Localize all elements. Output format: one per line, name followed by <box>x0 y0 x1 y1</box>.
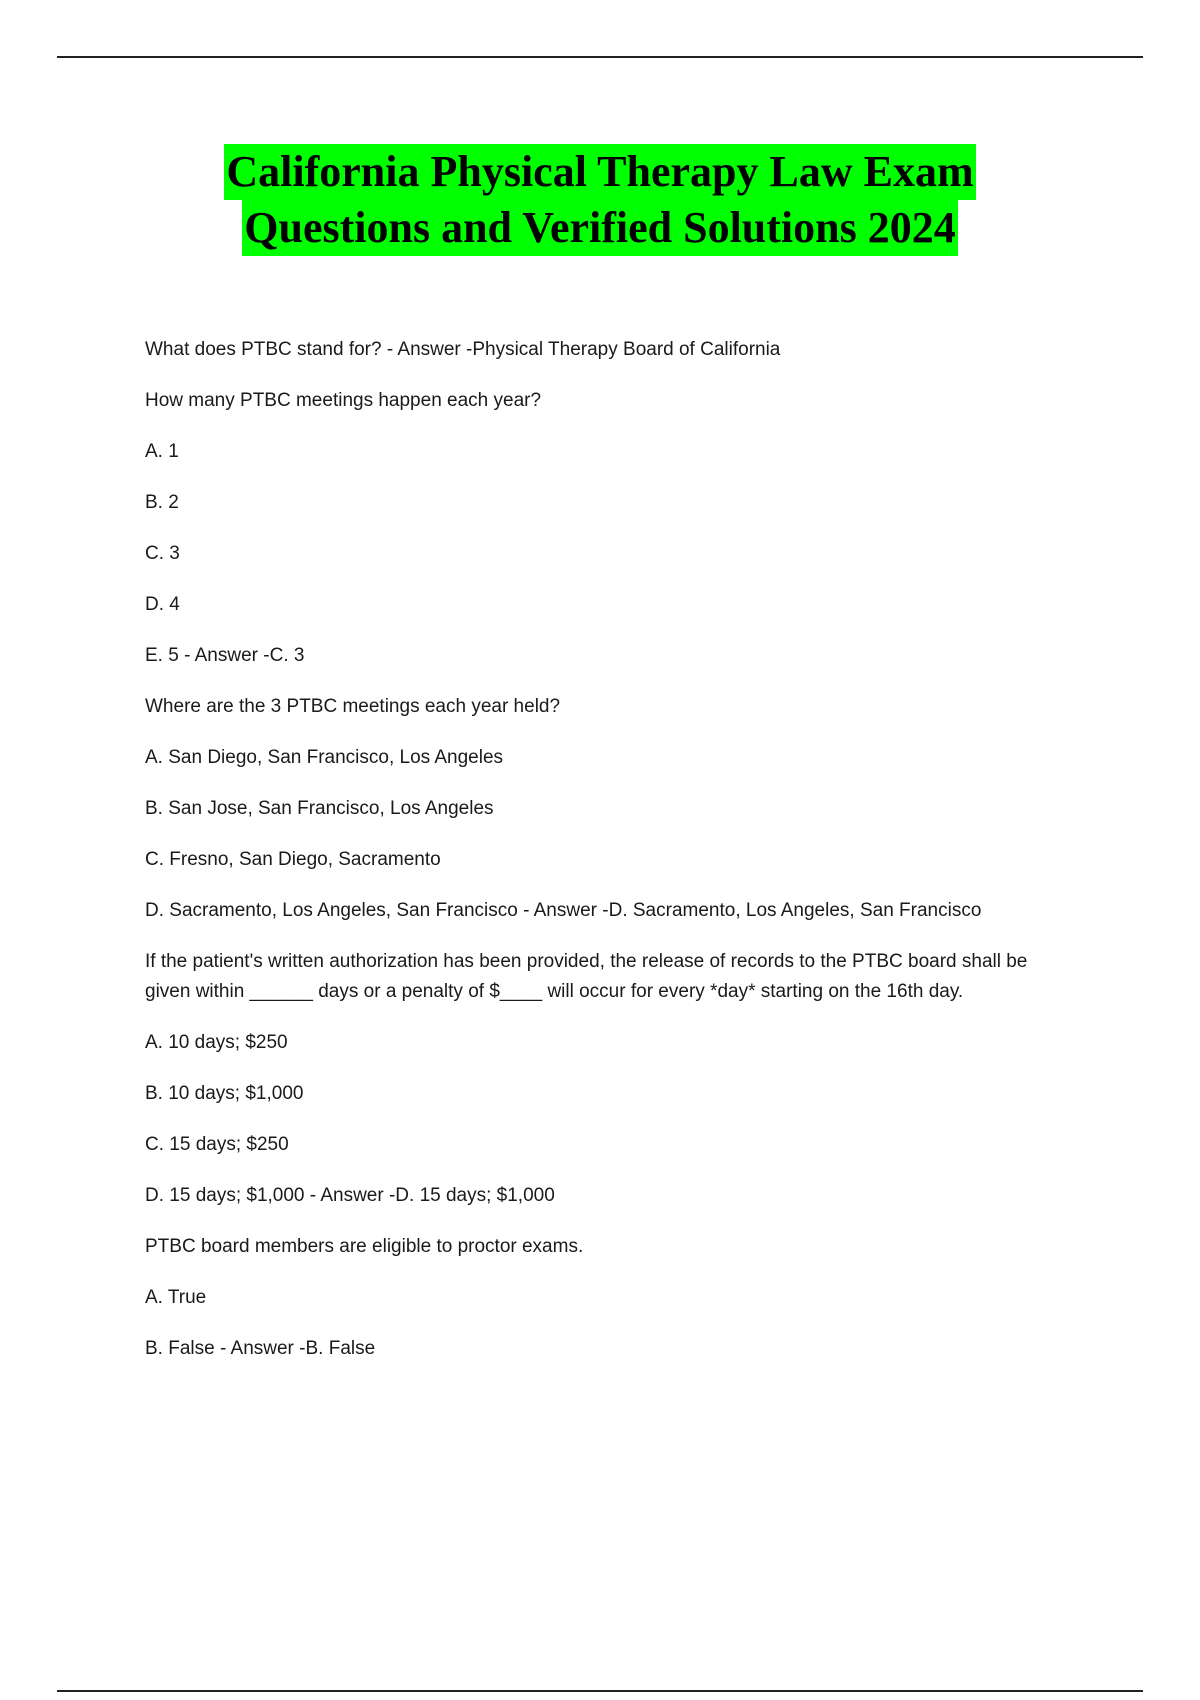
answer-option: A. San Diego, San Francisco, Los Angeles <box>145 747 504 768</box>
qa-paragraph: What does PTBC stand for? - Answer -Physical Therapy Board of California <box>145 339 781 360</box>
answer-option: C. 15 days; $250 <box>145 1134 289 1155</box>
answer-option: C. 3 <box>145 543 180 564</box>
answer-option: A. 10 days; $250 <box>145 1032 288 1053</box>
answer-option: B. 2 <box>145 492 179 513</box>
answer-option: B. San Jose, San Francisco, Los Angeles <box>145 798 494 819</box>
answer-option: E. 5 - Answer -C. 3 <box>145 645 305 666</box>
question-text: How many PTBC meetings happen each year? <box>145 390 542 411</box>
question-text: PTBC board members are eligible to proctor exams. <box>145 1236 584 1257</box>
question-text: Where are the 3 PTBC meetings each year held? <box>145 696 561 717</box>
answer-option: A. 1 <box>145 441 179 462</box>
answer-option: D. 4 <box>145 594 180 615</box>
answer-option: A. True <box>145 1287 207 1308</box>
bottom-divider <box>57 1690 1143 1692</box>
answer-option: D. Sacramento, Los Angeles, San Francisco - Answer -D. Sacramento, Los Angeles, San Francisco <box>145 900 982 921</box>
answer-option: C. Fresno, San Diego, Sacramento <box>145 849 441 870</box>
document-body <box>145 335 1075 1385</box>
top-divider <box>57 56 1143 58</box>
answer-option: B. False - Answer -B. False <box>145 1338 376 1359</box>
question-text: If the patient's written authorization has been provided, the release of records to the PTBC board shall be given within ______ days or a penalty of $____ will occur for every *day* starting on the 16th day. <box>145 951 1028 1002</box>
title-line-2: Questions and Verified Solutions 2024 <box>242 200 958 256</box>
title-line-1: California Physical Therapy Law Exam <box>224 144 975 200</box>
answer-option: B. 10 days; $1,000 <box>145 1083 304 1104</box>
document-title <box>0 144 1200 256</box>
answer-option: D. 15 days; $1,000 - Answer -D. 15 days; $1,000 <box>145 1185 555 1206</box>
